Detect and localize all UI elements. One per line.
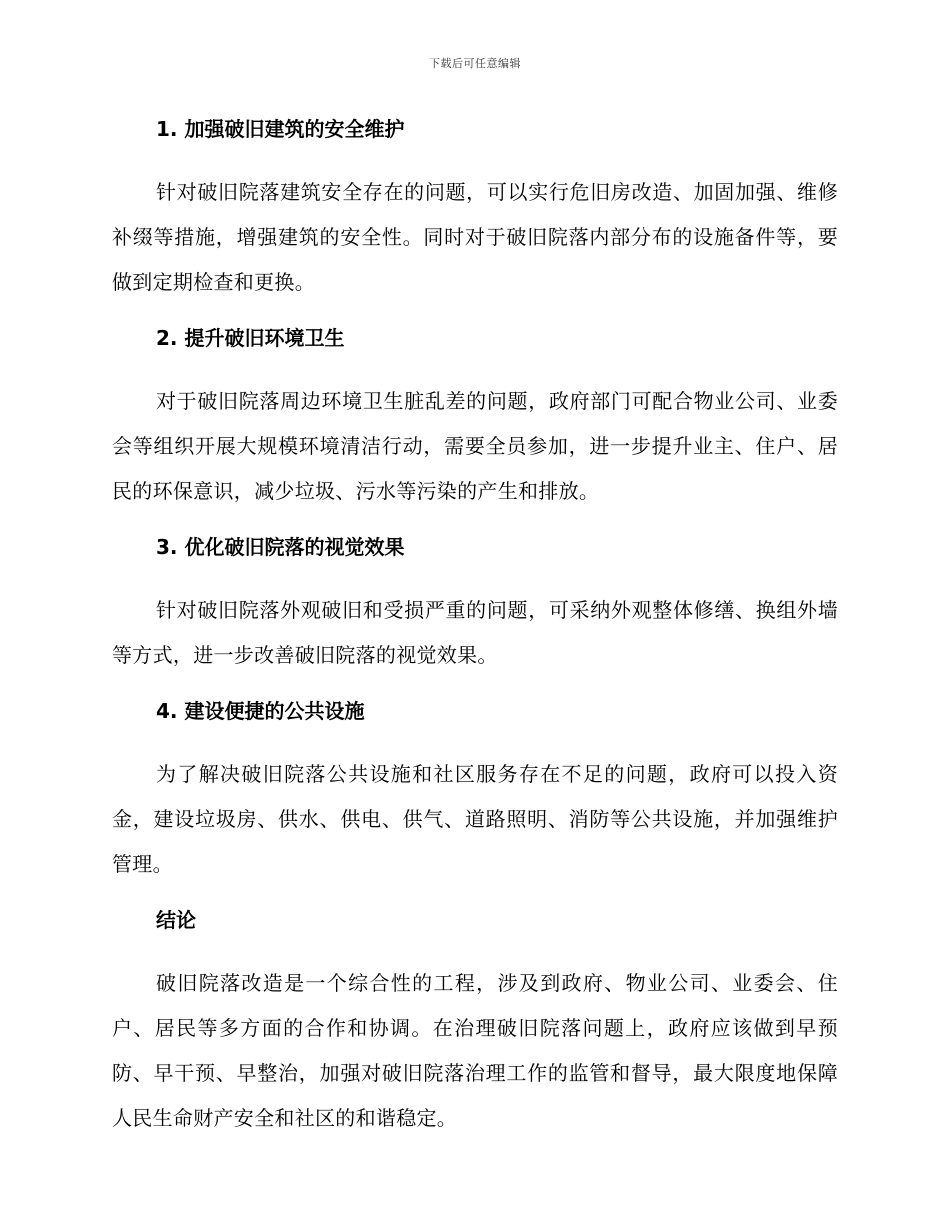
section-heading-2: 2. 提升破旧环境卫生: [156, 326, 345, 350]
section-heading-1: 1. 加强破旧建筑的安全维护: [156, 117, 405, 141]
section-heading-3: 3. 优化破旧院落的视觉效果: [156, 535, 405, 559]
conclusion-body: 破旧院落改造是一个综合性的工程，涉及到政府、物业公司、业委会、住户、居民等多方面的合作和协调。在治理破旧院落问题上，政府应该做到早预防、早干预、早整治，加强对破旧院落治理工作的监管和督导，最大限度地保障人民生命财产安全和社区的和谐稳定。: [112, 971, 838, 1130]
section-body-1: 针对破旧院落建筑安全存在的问题，可以实行危旧房改造、加固加强、维修补缀等措施，增强建筑的安全性。同时对于破旧院落内部分布的设施备件等，要做到定期检查和更换。: [112, 180, 838, 294]
page-header-note: 下载后可任意编辑: [429, 57, 521, 70]
section-body-3: 针对破旧院落外观破旧和受损严重的问题，可采纳外观整体修缮、换组外墙等方式，进一步改善破旧院落的视觉效果。: [112, 598, 838, 667]
conclusion-heading: 结论: [156, 908, 196, 932]
section-body-4: 为了解决破旧院落公共设施和社区服务存在不足的问题，政府可以投入资金，建设垃圾房、供水、供电、供气、道路照明、消防等公共设施，并加强维护管理。: [112, 762, 838, 876]
document-body: [112, 112, 838, 1141]
section-heading-4: 4. 建设便捷的公共设施: [156, 699, 365, 723]
section-body-2: 对于破旧院落周边环境卫生脏乱差的问题，政府部门可配合物业公司、业委会等组织开展大规模环境清洁行动，需要全员参加，进一步提升业主、住户、居民的环保意识，减少垃圾、污水等污染的产生和排放。: [112, 389, 838, 503]
